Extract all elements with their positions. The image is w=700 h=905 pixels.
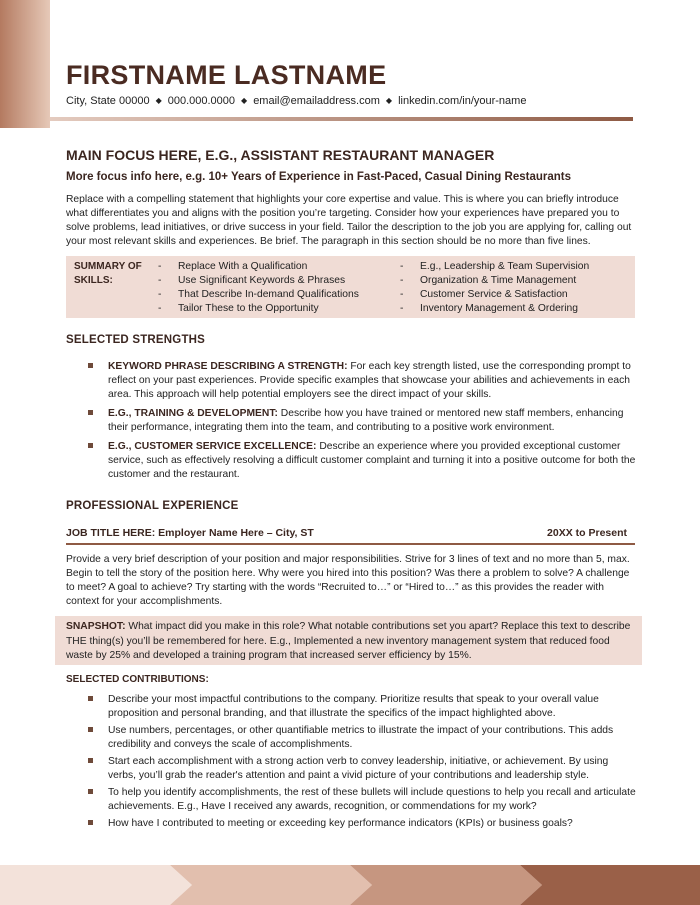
job-divider xyxy=(66,543,635,545)
footer-chevron-2 xyxy=(170,865,372,905)
square-bullet-icon xyxy=(88,696,93,701)
header-divider xyxy=(50,117,633,121)
skills-summary-box xyxy=(66,256,635,318)
focus-title: MAIN FOCUS HERE, E.G., ASSISTANT RESTAURANT MANAGER xyxy=(66,147,495,163)
contribution-item: Start each accomplishment with a strong action verb to convey leadership, initiative, or achievement. By using verbs, you’ll grab the reader's attention and paint a vivid picture of your contributions and leadership style. xyxy=(88,755,636,783)
skill-item: - Tailor These to the Opportunity xyxy=(158,303,319,314)
job-description: Provide a very brief description of your position and major responsibilities. Strive for 3 lines of text and no more than 5, max. Begin to tell the story of the position here. Why were you hired into this position? Was there a problem to solve? A challenge to meet? A goal to achieve? Try starting with the words “Recruited to…” or “Hired to…” as this provides the reader with context for your accomplishments. xyxy=(66,554,630,607)
footer-chevron-4 xyxy=(520,865,700,905)
skills-column-2 xyxy=(400,260,589,316)
skill-item: - Customer Service & Satisfaction xyxy=(400,289,568,300)
contribution-item: Describe your most impactful contributions to the company. Prioritize results that speak to your overall value proposition and personal branding, and that illustrate the specifics of the impact highlighted above. xyxy=(88,693,636,721)
separator-icon: ◆ xyxy=(241,96,248,105)
focus-subtitle: More focus info here, e.g. 10+ Years of Experience in Fast-Paced, Casual Dining Restaurants xyxy=(66,171,571,183)
snapshot-box xyxy=(55,616,642,665)
square-bullet-icon xyxy=(88,727,93,732)
contributions-list xyxy=(88,693,636,834)
skill-item: - Use Significant Keywords & Phrases xyxy=(158,275,346,286)
job-title: JOB TITLE HERE: Employer Name Here – City, ST xyxy=(66,527,314,539)
skill-item: - Inventory Management & Ordering xyxy=(400,303,578,314)
separator-icon: ◆ xyxy=(155,96,162,105)
separator-icon: ◆ xyxy=(385,96,393,105)
contact-linkedin[interactable]: linkedin.com/in/your-name xyxy=(398,95,527,107)
contributions-heading: SELECTED CONTRIBUTIONS: xyxy=(66,674,209,685)
contact-location: City, State 00000 xyxy=(66,95,150,107)
contact-phone: 000.000.0000 xyxy=(167,95,236,107)
skill-item: - That Describe In-demand Qualifications xyxy=(158,289,359,300)
square-bullet-icon xyxy=(88,758,93,763)
footer-chevron-1 xyxy=(0,865,192,905)
skills-column-1 xyxy=(158,260,359,316)
contribution-item: How have I contributed to meeting or exceeding key performance indicators (KPIs) or business goals? xyxy=(88,817,636,831)
skill-item: - Replace With a Qualification xyxy=(158,261,308,272)
skill-item: - Organization & Time Management xyxy=(400,275,577,286)
candidate-name: FIRSTNAME LASTNAME xyxy=(66,60,387,90)
square-bullet-icon xyxy=(88,789,93,794)
job-header xyxy=(66,527,631,539)
strengths-heading: SELECTED STRENGTHS xyxy=(66,334,206,346)
square-bullet-icon xyxy=(88,820,93,825)
strength-item: KEYWORD PHRASE DESCRIBING A STRENGTH: For each key strength listed, use the corresponding prompt to reflect on your past experiences. Provide specific examples that showcase your abilities and achievements in each area. This approach will help potential employers see the direct impact of your skills. xyxy=(88,360,636,402)
strength-item: E.G., TRAINING & DEVELOPMENT: Describe how you have trained or mentored new staff members, enhancing their performance, integrating them into the team, and contributing to a positive work environment. xyxy=(88,407,636,435)
summary-paragraph: Replace with a compelling statement that highlights your core expertise and value. This is where you can briefly introduce what differentiates you and aligns with the position you’re targeting. Consider how your experiences have prepared you to solve problems, lead initiatives, or drive success in your field. Tailor the description to the job you are applying for, calling out your most relevant skills and experiences. Be brief. The paragraph in this section should be no more than five lines. xyxy=(66,194,632,247)
footer-chevron-band xyxy=(0,865,700,905)
experience-heading: PROFESSIONAL EXPERIENCE xyxy=(66,500,239,512)
skill-item: - E.g., Leadership & Team Supervision xyxy=(400,261,590,272)
contact-email[interactable]: email@emailaddress.com xyxy=(253,95,380,107)
skills-title: SUMMARY OF SKILLS: xyxy=(74,261,142,286)
contribution-item: To help you identify accomplishments, the rest of these bullets will include questions to help you recall and articulate achievements. E.g., Have I received any awards, recognition, or commendations for my work? xyxy=(88,786,636,814)
job-dates: 20XX to Present xyxy=(547,527,627,539)
strength-item: E.G., CUSTOMER SERVICE EXCELLENCE: Describe an experience where you provided exceptional customer service, such as effectively resolving a difficult customer complaint and turning it into a positive outcome for both the customer and the restaurant. xyxy=(88,440,636,482)
footer-chevron-3 xyxy=(350,865,542,905)
snapshot-text: SNAPSHOT: What impact did you make in this role? What notable contributions set you apart? Replace this text to describe THE thing(s) you’ll be remembered for here. E.g., Implemented a new inventory management system that reduced food waste by 25% and developed a training program that increased server efficiency by 15%. xyxy=(66,621,631,661)
contact-line xyxy=(66,95,526,107)
contribution-item: Use numbers, percentages, or other quantifiable metrics to illustrate the impact of your contributions. This adds credibility and conveys the scale of accomplishments. xyxy=(88,724,636,752)
square-bullet-icon xyxy=(88,410,93,415)
square-bullet-icon xyxy=(88,363,93,368)
header-accent-bar xyxy=(0,0,50,128)
square-bullet-icon xyxy=(88,443,93,448)
strengths-list xyxy=(88,360,636,487)
